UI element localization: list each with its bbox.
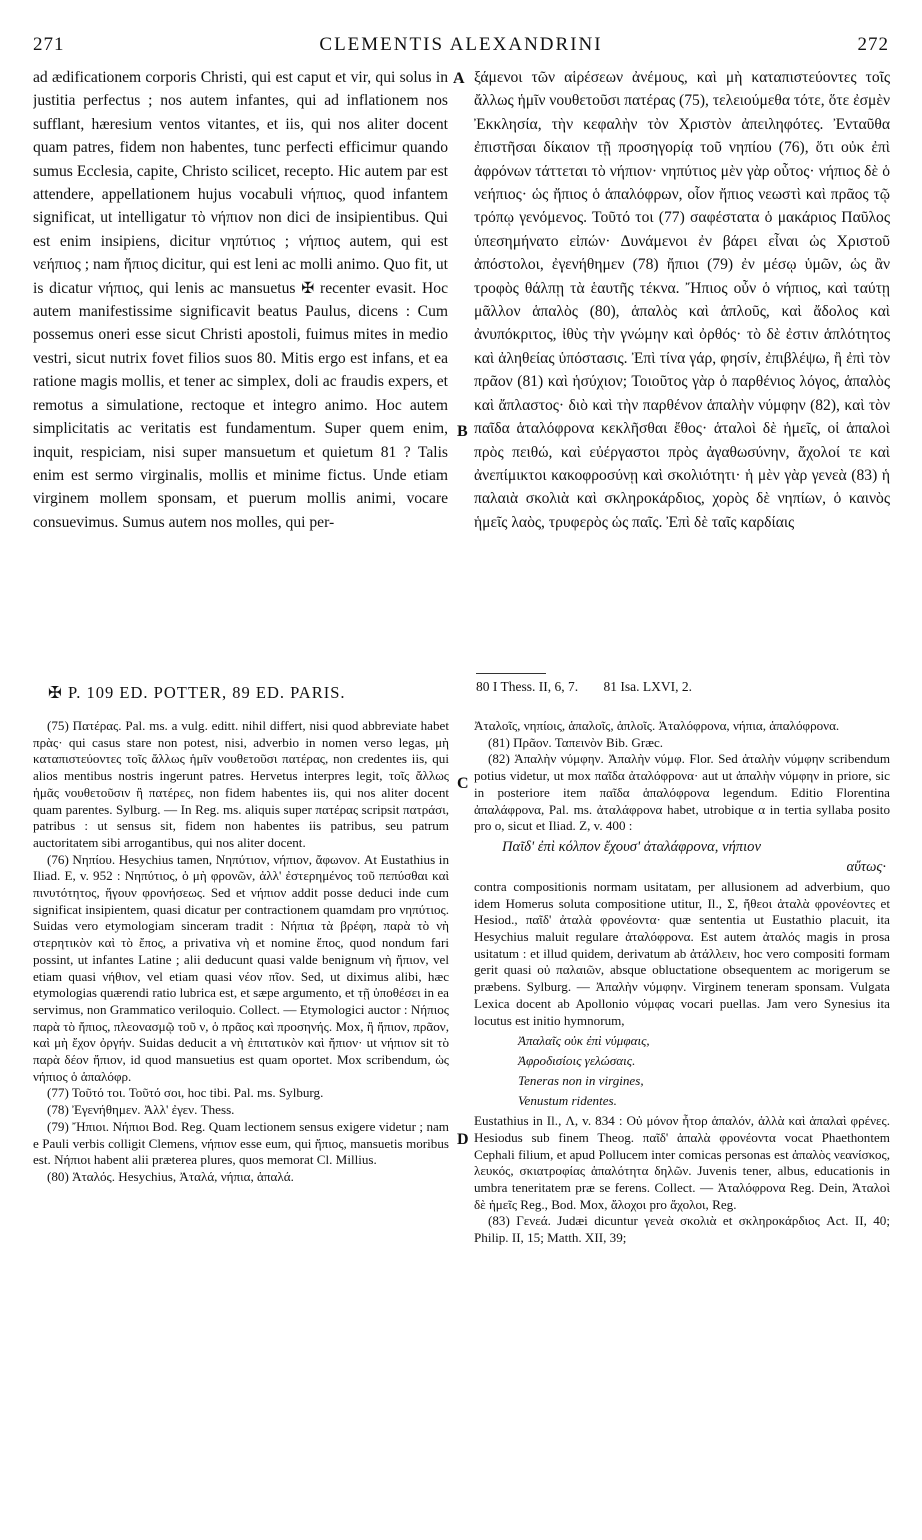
note-81: (81) Πρᾶον. Ταπεινὸν Bib. Græc.: [488, 734, 664, 750]
margin-marker-c: C: [457, 775, 469, 792]
running-title: CLEMENTIS ALEXANDRINI: [319, 34, 603, 55]
synesius-verse: [474, 1031, 890, 1111]
verse-line: Παῖδ' ἐπὶ κόλπον ἔχουσ' ἀταλάφρονα, νήπιον: [502, 838, 761, 855]
verse-line: Teneras non in virgines,: [518, 1073, 644, 1089]
verse-line: Ἀπαλαῖς οὐκ ἐπὶ νύμφαις,: [518, 1033, 650, 1049]
greek-main-text: ξάμενοι τῶν αἱρέσεων ἀνέμους, καὶ μὴ καταπιστεύοντες τοῖς ἄλλως ἡμῖν νουθετοῦσι πατέρας (75), τελειούμεθα τότε, ὅτε ἐσμὲν Ἐκκλησία, τὴν κεφαλὴν τὸν Χριστὸν ἀπειληφότες. Ἐνταῦθα ἐπιστῆσαι δίκαιον τῇ προσηγορίᾳ τοῦ νηπίου (76), ὅτι οὐκ ἐπὶ ἀφρόνων τάττεται τὸ νήπιον· νηπύτιος μὲν γὰρ οὗτος· νήπιος δὲ ὁ νεήπιος· ὡς ἤπιος ὁ ἁπαλόφρων, οἷον ἤπιος νεωστὶ καὶ πρᾶος τῷ τρόπῳ γενόμενος. Τοῦτό τοι (77) σαφέστατα ὁ μακάριος Παῦλος ὑπεσημήνατο εἰπών· Δυνάμενοι ἐν βάρει εἶναι ὡς Χριστοῦ ἀπόστολοι, ἐγενήθημεν (78) ἤπιοι (79) ἐν μέσῳ ὑμῶν, ὡς ἂν τροφὸς θάλπῃ τὰ ἑαυτῆς τέκνα. Ἤπιος οὖν ὁ νήπιος, καὶ ταύτῃ μᾶλλον ἁπαλὸς (80), ἁπαλὸς καὶ ἁπλοῦς, καὶ ἄδολος καὶ ἀνυπόκριτος, ἰθὺς τὴν γνώμην καὶ ὀρθός· τὸ δὲ ἐστιν ἁπλότητος καὶ ἀληθείας ὑπόστασις. Ἐπὶ τίνα γάρ, φησίν, ἐπιβλέψω, ἢ ἐπὶ τὸν πρᾶον (81) καὶ ἡσύχιον; Τοιοῦτος γὰρ ὁ παρθένιος λόγος, ἁπαλὸς καὶ ἄπλαστος· διὸ καὶ τὴν παρθένον ἁπαλὴν νύμφην (82), καὶ τὸν παῖδα ἁταλόφρονα κεκλῆσθαι ἔθος· ἁταλοὶ δὲ ἡμεῖς, οἱ ἁπαλοὶ πρὸς πειθώ, καὶ εὐέργαστοι πρὸς ἀγαθωσύνην, ἄχολοί τε καὶ ἀνεπίμικτοι κακοφροσύνῃ καὶ σκολιότητι· ἡ μὲν γὰρ γενεὰ (83) ἡ παλαιὰ σκολιὰ καὶ σκληροκάρδιος, χορὸς δὲ νηπίων, ὁ καινὸς ἡμεῖς λαὸς, τρυφερὸς ὡς παῖς. Ἐπὶ δὲ ταῖς καρδίαις: [474, 69, 890, 531]
note-82: (82) Ἁπαλὴν νύμφην. Ἀπαλὴν νύμφ. Flor. Sed ἀταλὴν νύμφην scribendum potius videtur, ut mox παῖδα ἀταλόφρονα· aut ut ἁπαλὴν νύμφην in priore, sic in posteriore item παῖδα ἁπαλόφρονα legendum. Editio Florentina ἀπαλάφρονα, Pal. ms. ἀταλάφρονα habet, utrobique α in tertia syllaba posito pro ο, sicut et Iliad. Z, v. 400 :: [474, 751, 890, 834]
edition-reference: ✠ P. 109 ED. POTTER, 89 ED. PARIS.: [48, 683, 346, 702]
verse-line: Ἀφροδισίοις γελώσαις.: [518, 1053, 636, 1069]
margin-marker-a: A: [453, 70, 465, 87]
note-75: (75) Πατέρας. Pal. ms. a vulg. editt. nihil differt, nisi quod abbreviate habet πρὰς· qui casus stare non potest, nisi, adverbio in nomen verso legas, μὴ καταπιστεύοντες τοῖς ἄλλως ἡμῖν νουθετοῦσι πατέρας, non credentes iis, qui alios mentibus nostris ingerunt patres. Hervetus interpres legit, τοῖς ἄλλως ἡμᾶς νουθετοῦσιν ἢ πατέρες, non fidem habentes iis, qui nos aliter docent quam parentes. Sylburg. — In Reg. ms. aliquis super πατέρας scripsit πατράσι, patribus : ut sensus sit, fidem non habentes iis patribus, seu patrum auctoritatem sibi arrogantibus, qui nos aliter docent.: [33, 718, 449, 850]
page-number-right: 272: [857, 34, 889, 55]
notes-right-column: [474, 718, 890, 1510]
note-76: (76) Νηπίου. Hesychius tamen, Νηπύτιον, νήπιον, ἄφωνον. At Eustathius in Iliad. E, v. 952 : Νηπύτιος, ὁ μὴ φρονῶν, ἀλλ' ἐστερημένος τοῦ πεπύσθαι καὶ πινυτότητος, ἥγουν φρονήσεως. Sed et νήπιον addit posse deduci inde cum significat insipientem, quasi dicatur per contractionem quamdam pro νηπύτιος. Suidas vero etymologiam sinceram tradit : Νήπια τὰ βρέφη, παρὰ τὸ νὴ στερητικὸν καὶ τὸ ἔπος, a privativa νὴ et nomine ἔπος, quod nondum fari possint, ut infantes Latine ; alii deducunt quasi valde benignum νὴ ἤπιον, vel etiam quasi νήθιον, vel etiam quasi νέον πῖον. Sed, ut diximus alibi, hæc etymologias quærendi ratio lubrica est, et sæpe argumento, et τῇ ὑποθέσει in ea servimus, non Grammatico veriloquio. Collect. — Etymologici auctor : Νήπιος παρὰ τὸ ἤπιος, πλεονασμῷ τοῦ ν, ὁ πρᾶος καὶ προσηνής. Mox, ἢ ἤπιον, πρᾶον, καὶ μὴ ἔχον ὀργήν. Suidas deducit a νὴ ἐπιτατικὸν καὶ ἤπιον· ut νήπιον sit τὸ παρὰ δέον ἤπιον, id quod mansuetius est quam oportet. Mox scribendum, ὡς νήπιος ὁ ἁπαλόφρ.: [33, 851, 449, 1084]
note-80: (80) Ἁταλός. Hesychius, Ἀταλά, νήπια, ἁπαλά.: [47, 1168, 294, 1184]
note-82-end: Eustathius in Il., Λ, v. 834 : Οὐ μόνον ἦτορ ἁπαλόν, ἀλλὰ καὶ ἁπαλαὶ φρένες. Hesiodus sub finem Theog. παῖδ' ἁπαλὰ φρονέοντα vocat Phaethontem Cephali filium, et apud Pollucem inter comicas personas est ἁπαλὸς νεανίσκος, λευκός, σκιατροφίας ἁπαλότητα δηλῶν. Juvenis tener, albus, educationis in umbra teneritatem præ se ferens. Collect. — Ἀταλόφρονα Reg. Dein, Ἀταλοὶ δὲ ἡμεῖς Reg., Bod. Mox, ἄλοχοι pro ἄχολοι, Reg.: [474, 1113, 890, 1212]
footnote-80: 80 I Thess. II, 6, 7.: [476, 679, 579, 694]
note-80-continued: Ἀταλοῖς, νηπίοις, ἁπαλοῖς, ἁπλοῖς. Ἀταλόφρονα, νήπια, ἁπαλόφρονα.: [474, 718, 840, 733]
note-79: (79) Ἤπιοι. Νήπιοι Bod. Reg. Quam lectionem sensus exigere videtur ; nam e Pauli verbis colligit Clemens, νήπιον esse eum, qui ἤπιος, mansuetis moribus est. Νήπιοι habent alii præterea plures, quos memorat Cl. Millius.: [33, 1118, 449, 1168]
note-77: (77) Τοῦτό τοι. Τοῦτό σοι, hoc tibi. Pal. ms. Sylburg.: [47, 1085, 324, 1101]
margin-marker-b: B: [457, 423, 468, 440]
footnote-rule: [476, 673, 546, 674]
page-number-left: 271: [33, 34, 65, 55]
main-footnotes: [476, 679, 714, 695]
note-82-continued: contra compositionis normam usitatam, per allusionem ad adverbium, quo idem Homerus soluta compositione utitur, Il., Σ, ἤθεοι ἀταλὰ φρονέοντες et Hesiod., παῖδ' ἀταλὰ φρονέοντα· quæ sententia ut Eustathio placuit, ita Hesychius maluit regulare ἀταλόφρονα. Est autem ἀταλός magis in prosa usitatum : et illud quidem, derivatum ab ἀτάλλειν, hoc vero compositi formam gerit quasi οὐ παλαιῶν, absque obluctatione obsequentem ac morigerum se præbens. Sylburg. — Ἀπαλὴν νύμφην. Virginem teneram sponsam. Vulgata Lexica docent ab Apollonio νύμφας vocari puellas. Jam vero Synesius ita locutus est initio hymnorum,: [474, 878, 890, 1028]
running-header: [33, 34, 889, 60]
latin-main-column: [33, 66, 448, 674]
note-78: (78) Ἐγενήθημεν. Ἀλλ' ἐγεν. Thess.: [47, 1102, 235, 1118]
margin-marker-d: D: [457, 1131, 469, 1148]
note-83: (83) Γενεά. Judæi dicuntur γενεὰ σκολιὰ et σκληροκάρδιος Act. II, 40; Philip. II, 15; Matth. XII, 39;: [474, 1213, 890, 1246]
footnote-81: 81 Isa. LXVI, 2.: [603, 679, 692, 694]
verse-line: Venustum ridentes.: [518, 1093, 617, 1109]
notes-left-column: [33, 718, 449, 1510]
latin-main-text: ad ædificationem corporis Christi, qui est caput et vir, qui solus in justitia perfectus ; nos autem infantes, qui ad inflationem nos sufflant, hæresium ventos vitantes, et iis, qui nos aliter docent quam patres, fidem non habentes, tunc perfecti efficimur quando sumus Ecclesia, capite, Christo scilicet, recepto. Hic autem par est attendere, appellationem hujus vocabuli νήπιος, quod infantem significat, ut intelligatur τὸ νήπιον non dici de insipientibus. Qui est enim insipiens, dicitur νηπύτιος ; νήπιος autem, qui est νεήπιος ; nam ἤπιος dicitur, qui est leni ac molli animo. Quo fit, ut is dicatur νήπιος, qui lenis ac mansuetus ✠ recenter evasit. Hoc autem manifestissime significavit beatus Paulus, dicens : Cum possemus oneri esse sicut Christi apostoli, fuimus mites in medio vestri, sicut nutrix fovet filios suos 80. Mitis ergo est infans, et ea ratione magis mollis, et tener ac simplex, doli ac fraudis expers, et remotus a simulatione, rectoque et integro animo. Hoc autem simplicitatis ac veritatis est fundamentum. Super quem enim, inquit, respiciam, nisi super mansuetum et quietum 81 ? Talis enim est sermo virginalis, mollis et minime fictus. Unde etiam virginem mollem sponsam, et puerum mollis animi, vocare consuevimus. Sumus autem nos molles, qui per-: [33, 69, 448, 531]
greek-main-column: [474, 66, 890, 670]
verse-line-continuation: αὔτως·: [846, 858, 886, 875]
iliad-verse: [474, 837, 890, 877]
